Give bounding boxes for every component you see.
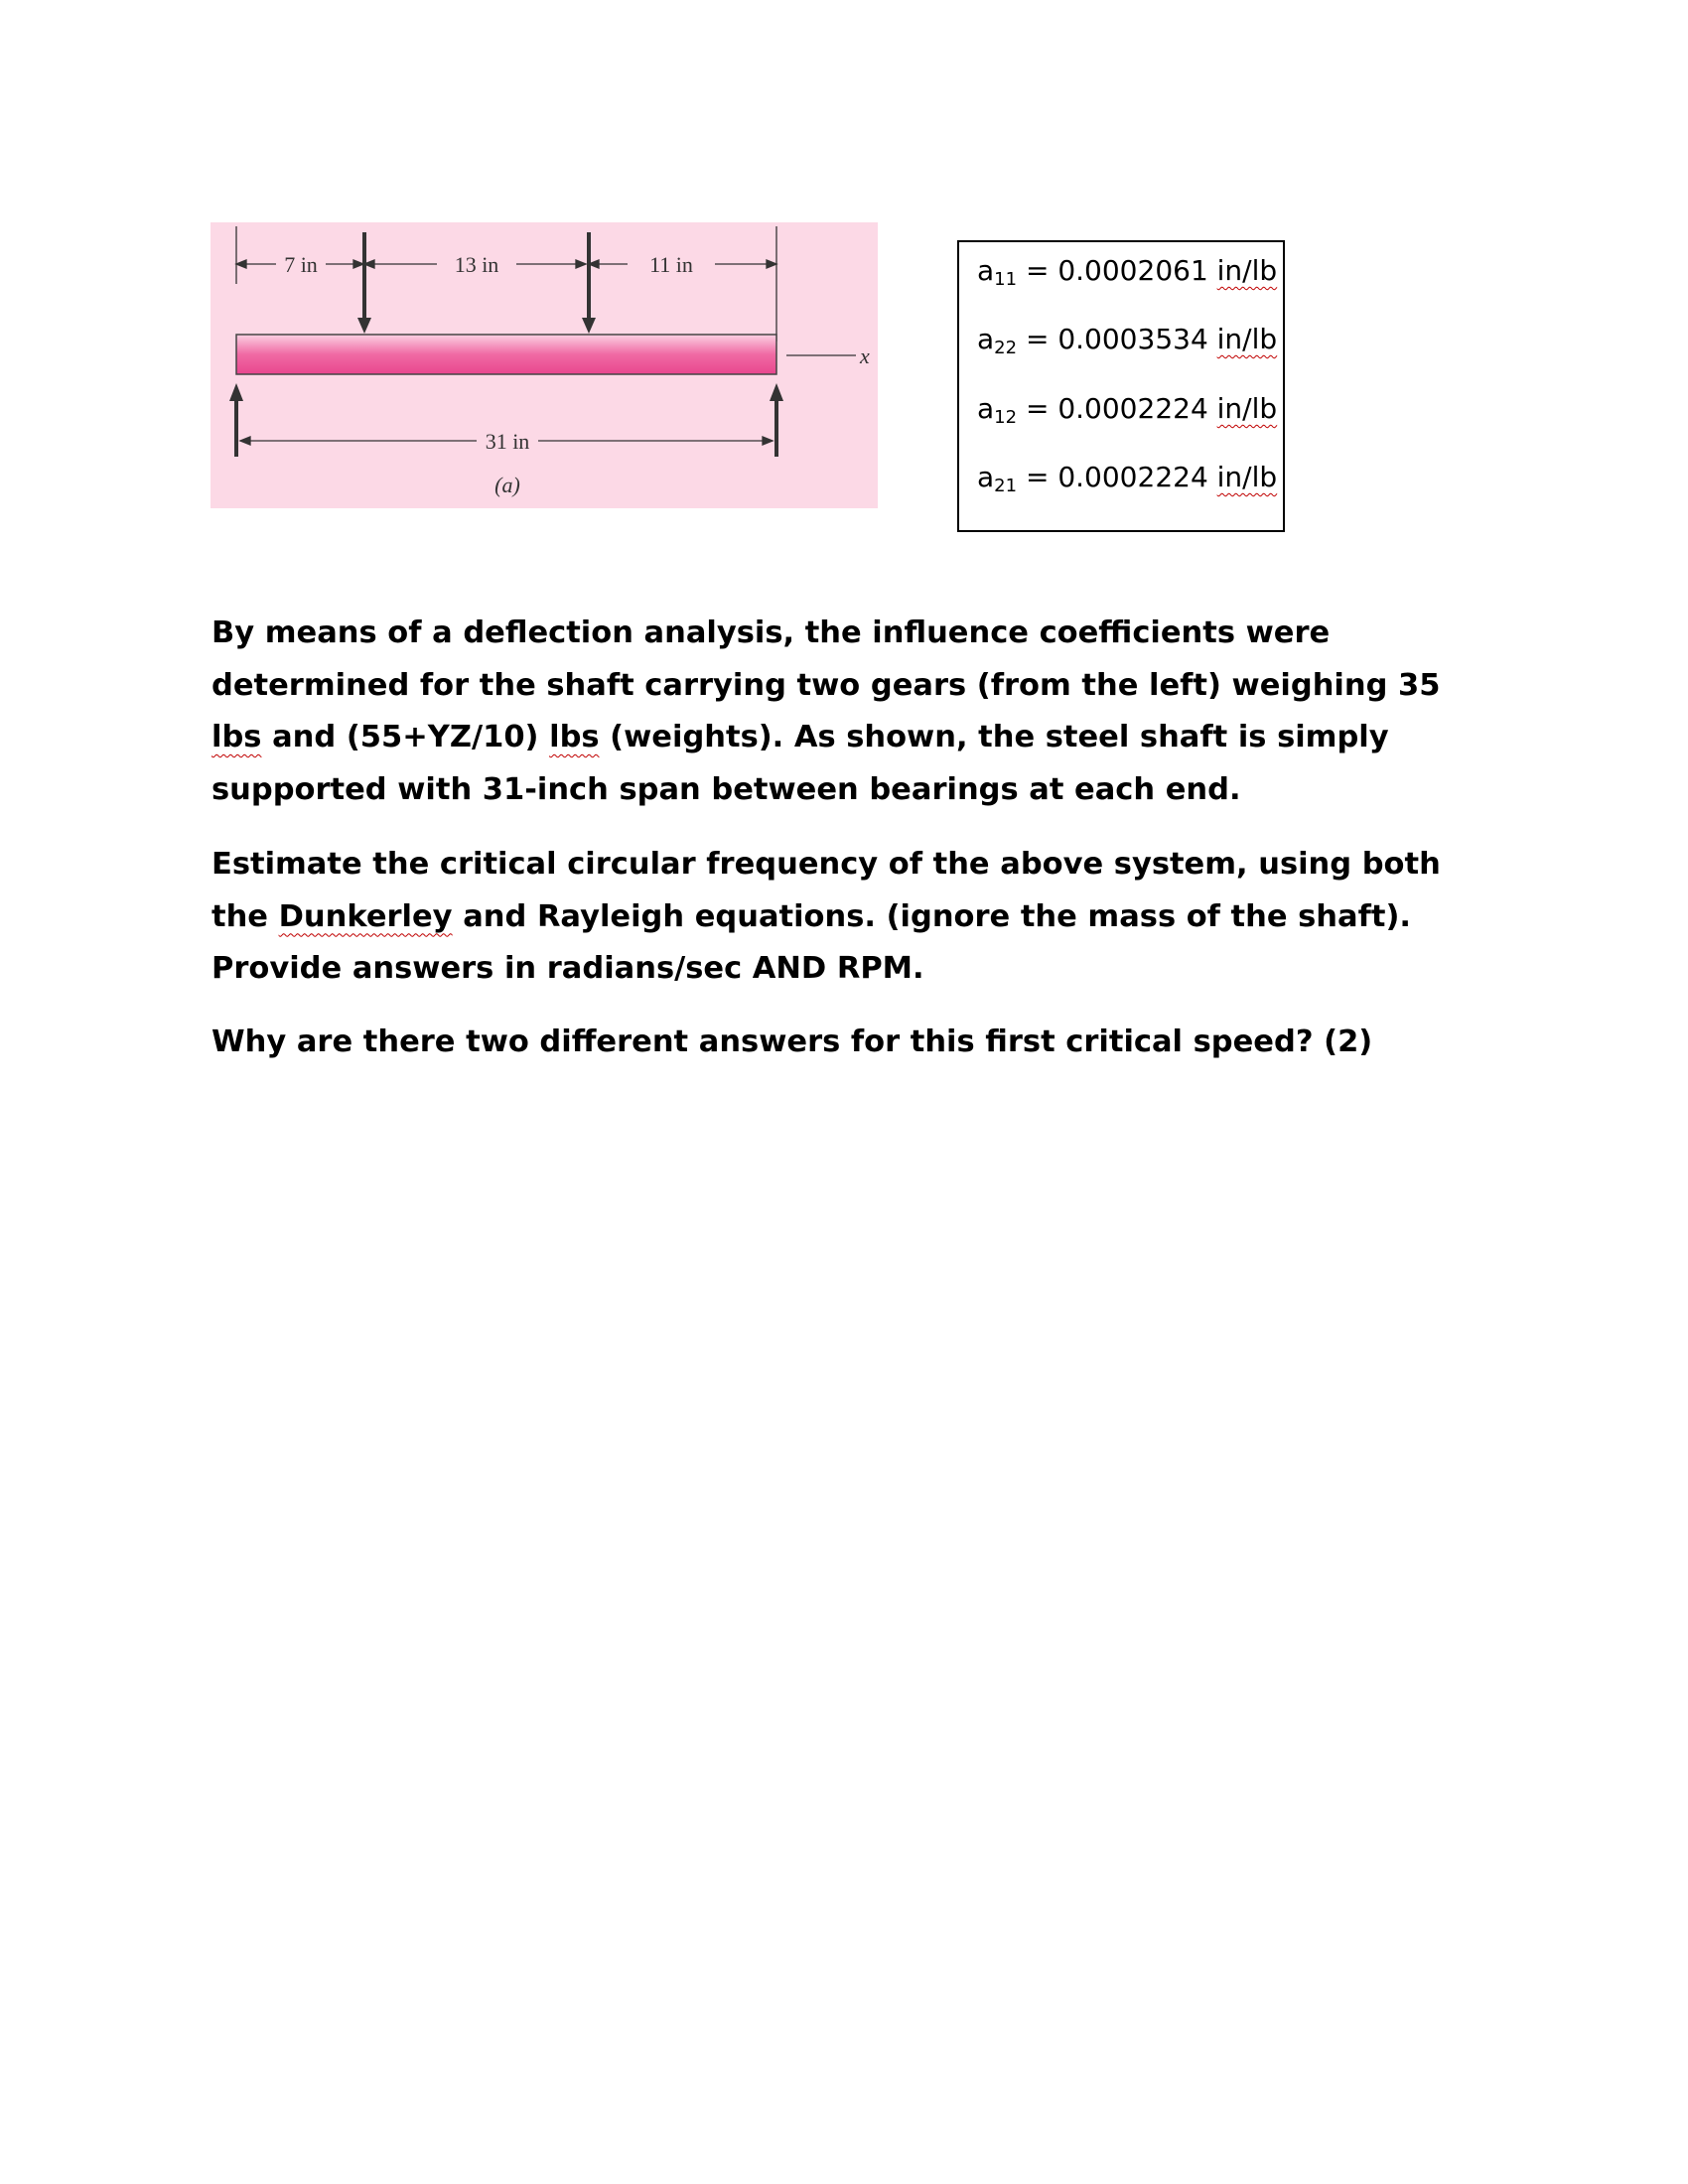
coefficient-subscript: 12 (994, 407, 1018, 428)
coefficient-subscript: 11 (994, 269, 1018, 290)
influence-coefficients-box (957, 240, 1285, 532)
figure-caption: (a) (494, 473, 520, 497)
coefficient-a21 (977, 461, 1277, 496)
x-axis-label: x (860, 343, 870, 368)
span-label: 31 in (485, 429, 530, 454)
coefficient-unit: in/lb (1216, 461, 1278, 493)
text-run-name: Dunkerley (278, 898, 453, 934)
paragraph-problem-setup (211, 608, 1492, 816)
coefficient-symbol: a (977, 392, 995, 425)
dim-label-7: 7 in (284, 252, 318, 277)
dim-label-13: 13 in (454, 252, 499, 277)
text-run: (weights). As shown, the steel shaft is simply supported with 31-inch span between bearings at each end. (211, 720, 1389, 807)
coefficient-unit: in/lb (1216, 254, 1278, 287)
paragraph-question: Why are there two different answers for this first critical speed? (2) (211, 1024, 1373, 1059)
coefficient-value: = 0.0002061 (1017, 254, 1217, 287)
coefficient-unit: in/lb (1216, 323, 1278, 355)
problem-statement (211, 608, 1492, 1068)
coefficient-symbol: a (977, 461, 995, 493)
text-run: Estimate the critical circular frequency of the above system, using both the (211, 847, 1441, 934)
dim-label-11: 11 in (649, 252, 693, 277)
coefficient-a22 (977, 323, 1277, 358)
paragraph-task (211, 839, 1492, 996)
coefficient-unit: in/lb (1216, 392, 1278, 425)
text-run: and Rayleigh equations. (ignore the mass of the shaft). Provide answers in radians/sec AND RPM. (211, 898, 1411, 986)
coefficient-value: = 0.0002224 (1017, 392, 1217, 425)
text-run: By means of a deflection analysis, the influence coefficients were determined for the shaft carrying two gears (from the left) weighing 35 (211, 615, 1441, 703)
text-run-unit: lbs (549, 720, 600, 754)
coefficient-subscript: 21 (994, 476, 1018, 496)
coefficient-symbol: a (977, 254, 995, 287)
shaft (236, 335, 776, 374)
text-run-unit: lbs (211, 720, 262, 754)
coefficient-symbol: a (977, 323, 995, 355)
coefficient-a12 (977, 392, 1277, 428)
shaft-diagram (211, 222, 878, 508)
coefficient-value: = 0.0002224 (1017, 461, 1217, 493)
coefficient-a11 (977, 254, 1277, 290)
text-run: and (55+YZ/10) (261, 720, 550, 754)
coefficient-value: = 0.0003534 (1017, 323, 1217, 355)
coefficient-subscript: 22 (994, 338, 1018, 358)
